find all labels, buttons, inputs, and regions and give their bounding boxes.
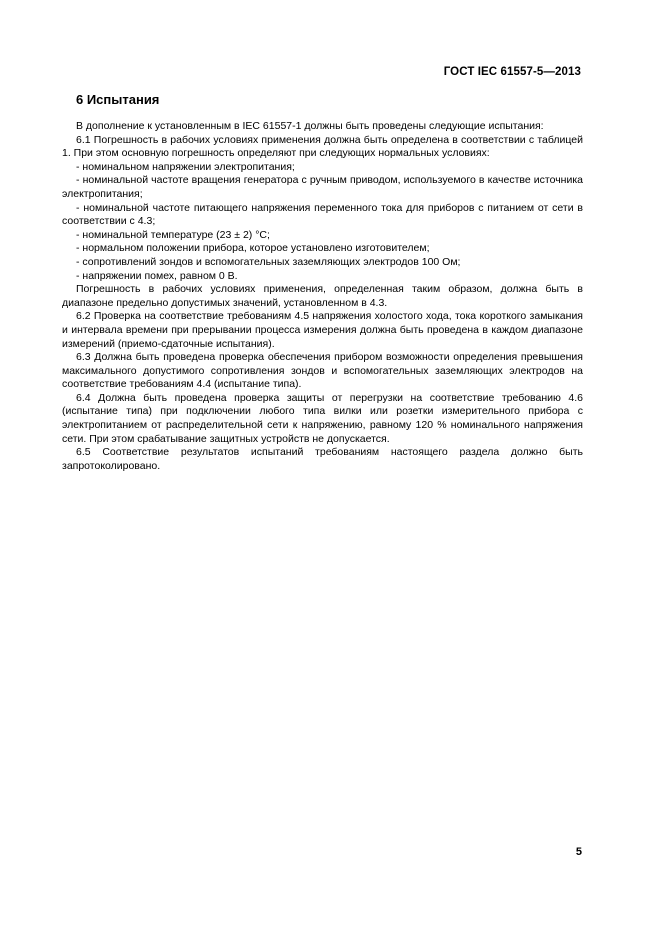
- condition-list-item: - сопротивлений зондов и вспомогательных заземляющих электродов 100 Ом;: [76, 255, 461, 268]
- clause-6-3-paragraph: 6.3 Должна быть проведена проверка обеспечения прибором возможности определения превышения максимального допустимого сопротивления зондов и вспомогательных заземляющих электродов на соответствие требованиям 4.4 (испытание типа).: [62, 351, 583, 391]
- clause-6-2-paragraph: 6.2 Проверка на соответствие требованиям 4.5 напряжения холостого хода, тока короткого замыкания и интервала времени при прерывании процесса измерения должна быть проведена в каждом диапазоне измерений (приемо-сдаточные испытания).: [62, 310, 583, 350]
- condition-list-item: - номинальной частоте вращения генератора с ручным приводом, используемого в качестве источника электропитания;: [62, 174, 583, 200]
- document-code-header: ГОСТ IEC 61557-5—2013: [443, 66, 581, 78]
- page-number: 5: [575, 846, 582, 858]
- section-title: 6 Испытания: [76, 92, 160, 107]
- condition-list-item: - номинальной температуре (23 ± 2) °С;: [76, 228, 270, 241]
- error-range-paragraph: Погрешность в рабочих условиях применения, определенная таким образом, должна быть в диапазоне предельно допустимых значений, установленном в 4.3.: [62, 283, 583, 309]
- clause-6-4-paragraph: 6.4 Должна быть проведена проверка защиты от перегрузки на соответствие требованию 4.6 (испытание типа) при подключении любого типа вилки или розетки измерительного прибора с электропитанием от распределительной сети к напряжению, равному 120 % номинального напряжения сети. При этом срабатывание защитных устройств не допускается.: [62, 391, 583, 445]
- clause-6-5-paragraph: 6.5 Соответствие результатов испытаний требованиям настоящего раздела должно быть запротоколировано.: [62, 446, 583, 472]
- section-body: [62, 120, 583, 473]
- condition-list-item: - нормальном положении прибора, которое установлено изготовителем;: [76, 242, 430, 255]
- condition-list-item: - номинальной частоте питающего напряжения переменного тока для приборов с питанием от сети в соответствии с 4.3;: [62, 201, 583, 228]
- intro-paragraph: В дополнение к установленным в IEC 61557-1 должны быть проведены следующие испытания:: [76, 120, 544, 132]
- condition-list-item: - номинальном напряжении электропитания;: [76, 160, 295, 173]
- clause-6-1-paragraph: 6.1 Погрешность в рабочих условиях применения должна быть определена в соответствии с таблицей 1. При этом основную погрешность определяют при следующих нормальных условиях:: [62, 133, 583, 160]
- condition-list-item: - напряжении помех, равном 0 В.: [76, 269, 238, 282]
